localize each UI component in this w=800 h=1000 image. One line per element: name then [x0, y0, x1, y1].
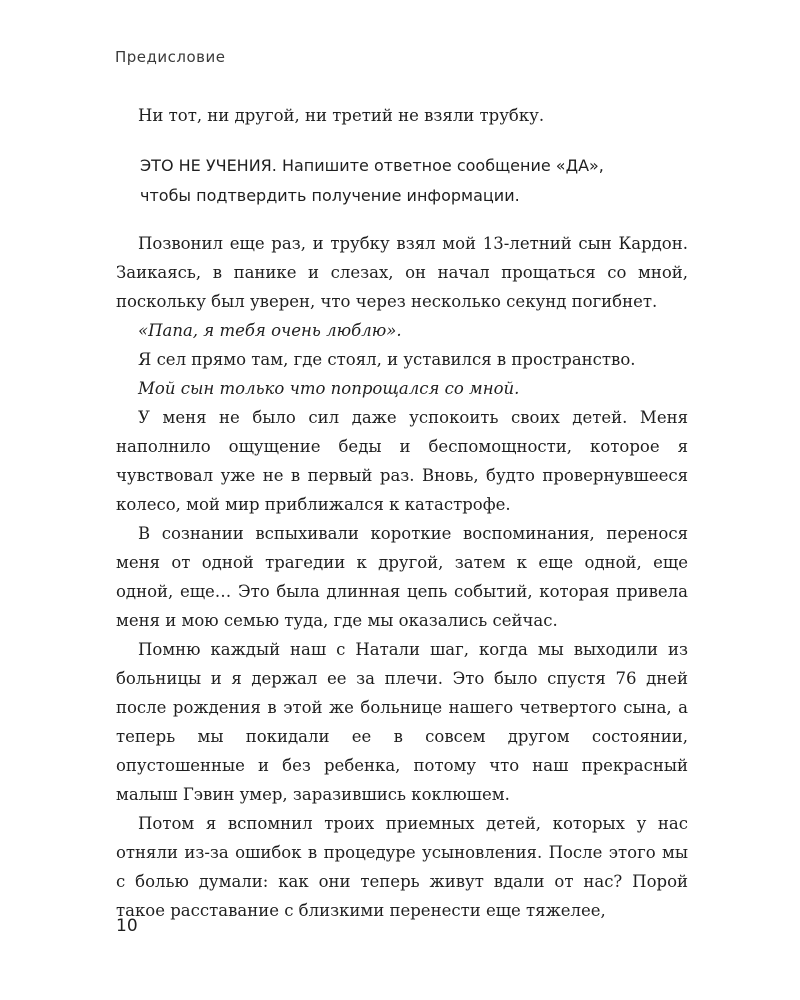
- alert-line-2: чтобы подтвердить получение информации.: [140, 186, 520, 205]
- paragraph: У меня не было сил даже успокоить своих детей. Меня наполнило ощущение беды и беспомощности, которое я чувствовал уже не в первый раз. Вновь, будто провернувшееся колесо, мой мир приближался к катастрофе.: [116, 408, 688, 514]
- alert-line-1: ЭТО НЕ УЧЕНИЯ. Напишите ответное сообщение «ДА»,: [140, 156, 604, 175]
- page-number: 10: [116, 916, 138, 936]
- intro-line: Ни тот, ни другой, ни третий не взяли трубку.: [138, 106, 545, 125]
- main-text: [116, 229, 688, 925]
- paragraph: В сознании вспыхивали короткие воспоминания, перенося меня от одной трагедии к другой, затем к еще одной, еще одной, еще… Это была длинная цепь событий, которая привела меня и мою семью туда, где мы оказались сейчас.: [116, 524, 688, 630]
- paragraph-quote: «Папа, я тебя очень люблю».: [138, 321, 402, 340]
- running-header: Предисловие: [115, 48, 226, 66]
- paragraph-italic: Мой сын только что попрощался со мной.: [138, 379, 520, 398]
- paragraph: Помню каждый наш с Натали шаг, когда мы выходили из больницы и я держал ее за плечи. Это было спустя 76 дней после рождения в этой же больнице нашего четвертого сына, а теперь мы покидали ее в совсем другом состоянии, опустошенные и без ребенка, потому что наш прекрасный малыш Гэвин умер, заразившись коклюшем.: [116, 640, 688, 804]
- paragraph: Потом я вспомнил троих приемных детей, которых у нас отняли из-за ошибок в процедуре усыновления. После этого мы с болью думали: как они теперь живут вдали от нас? Порой такое расставание с близкими перенести еще тяжелее,: [116, 814, 688, 920]
- intro-paragraph: [116, 101, 688, 130]
- paragraph: Позвонил еще раз, и трубку взял мой 13-летний сын Кардон. Заикаясь, в панике и слезах, он начал прощаться со мной, поскольку был уверен, что через несколько секунд погибнет.: [116, 234, 688, 311]
- alert-callout: [140, 151, 660, 211]
- paragraph: Я сел прямо там, где стоял, и уставился в пространство.: [138, 350, 636, 369]
